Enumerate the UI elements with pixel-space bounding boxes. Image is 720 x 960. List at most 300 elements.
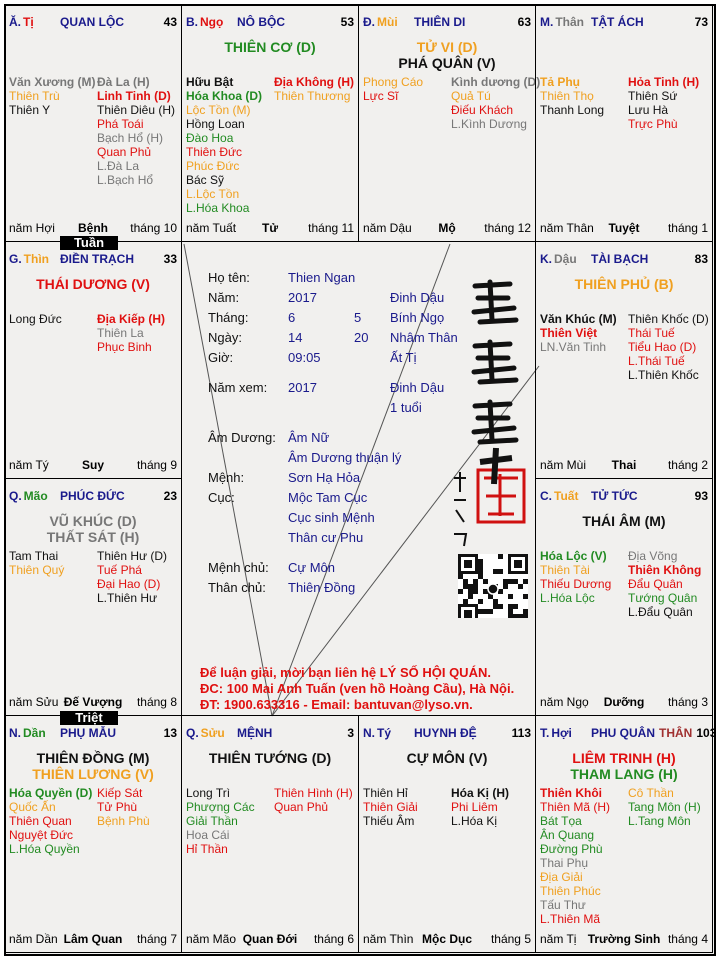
info-value: Âm Dương thuận lý [288, 450, 402, 465]
minor-star: Giải Thần [186, 814, 238, 828]
palace-stem-branch [363, 15, 414, 29]
palace-branch: Dậu [554, 252, 577, 266]
palace-name: THIÊN DI [414, 15, 466, 29]
palace-cell[interactable] [4, 715, 182, 953]
palace-month: tháng 10 [130, 221, 177, 235]
palace-age-number: 53 [340, 15, 354, 29]
palace-header [540, 726, 717, 742]
main-stars [182, 750, 358, 766]
palace-stem: C. [540, 489, 552, 503]
info-label: Thân chủ: [208, 580, 266, 595]
palace-stem: B. [186, 15, 198, 29]
palace-stem-branch [9, 15, 60, 29]
info-value: Thân cư Phu [288, 530, 364, 545]
palace-name: PHỤ MẪU [60, 726, 116, 740]
minor-star: Tam Thai [9, 549, 59, 563]
star-list-left [9, 75, 96, 117]
minor-star: L.Hóa Kị [451, 814, 498, 828]
main-stars [5, 513, 181, 545]
info-label: Họ tên: [208, 270, 250, 285]
palace-cell[interactable] [535, 4, 713, 242]
info-canchi-value: Bính Ngọ [390, 310, 445, 325]
palace-footer [186, 221, 354, 235]
minor-star: Đại Hao (D) [97, 577, 161, 591]
info-label: Năm xem: [208, 380, 268, 395]
minor-star: Điếu Khách [451, 103, 514, 117]
info-value: 2017 [288, 380, 317, 395]
info-value: 09:05 [288, 350, 321, 365]
minor-star: Tấu Thư [540, 898, 586, 912]
minor-star: Thiên Y [9, 103, 51, 117]
palace-cell[interactable] [181, 715, 359, 953]
palace-cell[interactable] [4, 478, 182, 716]
info-canchi-value: Đinh Dậu [390, 290, 445, 305]
palace-month: tháng 12 [484, 221, 531, 235]
palace-stem: N. [363, 726, 375, 740]
palace-header [9, 726, 177, 742]
minor-star: L.Lộc Tồn [186, 187, 240, 201]
palace-stage: Trường Sinh [587, 932, 661, 946]
minor-star: Lưu Hà [628, 103, 669, 117]
main-star: THÁI DƯƠNG (V) [36, 276, 150, 292]
palace-age-number: 113 [511, 726, 531, 740]
minor-star: Địa Võng [628, 549, 678, 563]
palace-cell[interactable] [4, 4, 182, 242]
palace-age-number: 23 [163, 489, 177, 503]
palace-cell[interactable] [535, 478, 713, 716]
minor-star: L.Đẩu Quân [628, 605, 693, 619]
minor-star: Lộc Tồn (M) [186, 103, 251, 117]
minor-star: Tả Phụ [540, 75, 581, 89]
palace-month: tháng 7 [136, 932, 177, 946]
palace-header [540, 489, 708, 505]
palace-year: năm Ngọ [540, 695, 589, 709]
minor-star: Thiên La [97, 326, 144, 340]
palace-name: PHU QUÂN [591, 726, 656, 740]
palace-age-number: 43 [163, 15, 177, 29]
palace-year: năm Thân [540, 221, 594, 235]
minor-star: L.Đà La [97, 159, 140, 173]
minor-star: Hồng Loan [186, 117, 245, 131]
minor-star: Đường Phù [540, 842, 603, 856]
contact-line: Để luận giải, mời bạn liên hệ LÝ SỐ HỘI QUÁN. [200, 665, 491, 680]
palace-month: tháng 11 [308, 221, 354, 235]
palace-header [9, 489, 177, 505]
palace-branch: Dần [23, 726, 46, 740]
minor-star: L.Thiên Khốc [628, 368, 699, 382]
palace-age-number: 33 [163, 252, 177, 266]
main-star: THÁI ÂM (M) [582, 513, 666, 529]
palace-year: năm Mùi [540, 458, 587, 472]
star-list-right [628, 75, 699, 131]
palace-footer [540, 221, 708, 235]
palace-month: tháng 3 [667, 695, 708, 709]
tuvi-chart-board [4, 4, 716, 956]
main-stars [182, 39, 358, 55]
minor-star: Thiếu Dương [540, 577, 612, 591]
info-lunar-value: 20 [354, 330, 369, 345]
minor-star: L.Thiên Mã [540, 912, 601, 926]
palace-month: tháng 5 [490, 932, 531, 946]
star-list-left [363, 75, 423, 103]
palace-header [363, 15, 531, 31]
palace-age-number: 63 [517, 15, 531, 29]
palace-stem: T. [540, 726, 550, 740]
palace-stem: M. [540, 15, 554, 29]
main-stars [359, 750, 535, 766]
palace-name: ĐIỀN TRẠCH [60, 252, 134, 266]
minor-star: Văn Xương (M) [9, 75, 96, 89]
minor-star: L.Thái Tuế [628, 354, 685, 368]
palace-branch: Mùi [377, 15, 398, 29]
star-list-right [628, 786, 701, 828]
palace-name: MỆNH [237, 726, 273, 740]
minor-star: Địa Giải [540, 870, 583, 884]
minor-star: Phúc Đức [186, 159, 240, 173]
palace-year: năm Mão [186, 932, 237, 946]
star-list-right [451, 786, 509, 828]
palace-year: năm Dậu [363, 221, 412, 235]
star-list-left [540, 75, 604, 117]
minor-star: LN.Văn Tinh [540, 340, 607, 354]
info-value: Cự Môn [288, 560, 335, 575]
palace-branch: Tuất [554, 489, 579, 503]
palace-stem-branch [363, 726, 414, 740]
info-label: Mệnh chủ: [208, 560, 269, 575]
minor-star: Quan Phủ [97, 145, 152, 159]
minor-star: Long Trì [186, 786, 231, 800]
palace-cell[interactable] [4, 241, 182, 479]
palace-stem: Q. [186, 726, 199, 740]
palace-stem-branch [186, 15, 237, 29]
star-list-right [97, 75, 175, 187]
main-star: TỬ VI (D) [416, 39, 478, 55]
palace-month: tháng 4 [667, 932, 708, 946]
info-lunar-value: 5 [354, 310, 362, 325]
palace-header [540, 15, 708, 31]
palace-year: năm Dần [9, 932, 58, 946]
palace-header [363, 726, 531, 742]
palace-branch: Thìn [23, 252, 49, 266]
minor-star: L.Kình Dương [451, 117, 527, 131]
minor-star: Phượng Các [186, 800, 255, 814]
minor-star: Tang Môn (H) [628, 800, 701, 814]
palace-stem-branch [9, 489, 60, 503]
palace-age-number: 73 [694, 15, 708, 29]
minor-star: Thiên Sứ [628, 89, 678, 103]
minor-star: Phong Cáo [363, 75, 424, 89]
palace-year: năm Tuất [186, 221, 237, 235]
palace-year: năm Tị [540, 932, 577, 946]
minor-star: Thiên Thọ [540, 89, 594, 103]
than-badge: THÂN [659, 726, 693, 740]
main-star: THIÊN TƯỚNG (D) [208, 750, 332, 766]
palace-name: TỬ TỨC [591, 489, 638, 503]
palace-stem-branch [540, 252, 591, 266]
palace-stage: Dưỡng [603, 695, 645, 709]
palace-stem-branch [540, 726, 591, 740]
info-label: Giờ: [208, 350, 234, 365]
minor-star: Hóa Kị (H) [451, 786, 509, 800]
palace-month: tháng 9 [136, 458, 177, 472]
star-list-right [628, 549, 701, 619]
palace-cell[interactable] [358, 715, 536, 953]
star-list-left [540, 549, 611, 605]
minor-star: Phá Toái [97, 117, 144, 131]
minor-star: L.Hóa Khoa [186, 201, 250, 215]
palace-branch: Sửu [200, 726, 225, 740]
palace-stem: Đ. [363, 15, 375, 29]
info-canchi-value: Nhâm Thân [390, 330, 458, 345]
minor-star: Đẩu Quân [628, 577, 683, 591]
minor-star: Tử Phù [97, 800, 138, 814]
main-stars [536, 750, 712, 782]
minor-star: Phục Binh [97, 340, 152, 354]
palace-stage: Suy [81, 458, 105, 472]
minor-star: Thiên Hỉ [363, 786, 408, 800]
minor-star: Thiếu Âm [363, 814, 415, 828]
palace-stem: N. [9, 726, 21, 740]
minor-star: Linh Tinh (D) [97, 89, 171, 103]
info-label: Tháng: [208, 310, 249, 325]
minor-star: Thiên Giải [363, 800, 418, 814]
palace-stem-branch [540, 15, 591, 29]
info-value: 6 [288, 310, 296, 325]
minor-star: Quan Phủ [274, 800, 329, 814]
minor-star: Địa Kiếp (H) [97, 312, 166, 326]
palace-cell[interactable] [358, 4, 541, 242]
contact-line: ĐT: 1900.633316 - Email: bantuvan@lyso.vn. [200, 697, 473, 712]
palace-name: TẬT ÁCH [591, 15, 644, 29]
minor-star: Thiên Quý [9, 563, 65, 577]
star-list-right [451, 75, 540, 131]
minor-star: Kiếp Sát [97, 786, 143, 800]
palace-age-number: 13 [163, 726, 177, 740]
triet-marker: Triệt [60, 711, 118, 725]
minor-star: Thiên Đức [186, 145, 243, 159]
minor-star: Hoa Cái [186, 828, 230, 842]
star-list-right [97, 786, 150, 828]
star-list-left [9, 786, 92, 856]
main-stars [5, 750, 181, 782]
palace-year: năm Tý [9, 458, 49, 472]
palace-footer [363, 932, 531, 946]
palace-stage: Lâm Quan [63, 932, 123, 946]
minor-star: Cô Thần [628, 786, 674, 800]
main-stars [5, 276, 181, 292]
minor-star: Thiên Hư (D) [97, 549, 168, 563]
palace-month: tháng 8 [136, 695, 177, 709]
main-star: THIÊN LƯƠNG (V) [32, 766, 154, 782]
palace-header [540, 252, 708, 268]
minor-star: Thái Tuế [628, 326, 675, 340]
minor-star: Thiên Khốc (D) [628, 312, 709, 326]
minor-star: Thiên Trù [9, 89, 60, 103]
palace-cell[interactable] [181, 4, 359, 242]
minor-star: L.Hóa Quyền [9, 842, 80, 856]
main-star: THAM LANG (H) [570, 766, 678, 782]
palace-footer [363, 221, 531, 235]
minor-star: Ân Quang [540, 828, 595, 842]
minor-star: L.Hóa Lộc [540, 591, 595, 605]
palace-branch: Mão [23, 489, 48, 503]
palace-stem: G. [9, 252, 22, 266]
palace-branch: Tị [23, 15, 34, 29]
palace-footer [9, 221, 177, 235]
minor-star: Hỉ Thần [186, 842, 228, 856]
palace-footer [540, 695, 708, 709]
info-value: Cục sinh Mệnh [288, 510, 375, 525]
minor-star: Thiên Khôi [540, 786, 602, 800]
minor-star: Tướng Quân [628, 591, 698, 605]
main-star: VŨ KHÚC (D) [49, 513, 137, 529]
info-value: Âm Nữ [288, 430, 330, 445]
palace-name: PHÚC ĐỨC [60, 489, 125, 503]
palace-header [9, 15, 177, 31]
minor-star: Hóa Lộc (V) [540, 549, 607, 563]
minor-star: Thanh Long [540, 103, 605, 117]
star-list-left [363, 786, 418, 828]
palace-month: tháng 1 [667, 221, 708, 235]
info-value: Mộc Tam Cục [288, 490, 368, 505]
minor-star: L.Thiên Hư [97, 591, 158, 605]
minor-star: Nguyệt Đức [9, 828, 74, 842]
minor-star: Trực Phù [628, 117, 678, 131]
minor-star: Thiên Quan [9, 814, 72, 828]
palace-stem: Ă. [9, 15, 21, 29]
info-value: 2017 [288, 290, 317, 305]
info-label: Âm Dương: [208, 430, 276, 445]
main-star: LIÊM TRINH (H) [572, 750, 676, 766]
minor-star: Bệnh Phù [97, 814, 150, 828]
center-info-panel [188, 248, 544, 724]
minor-star: L.Bạch Hổ [97, 173, 154, 187]
star-list-left [540, 786, 610, 926]
palace-stage: Mộc Dục [421, 932, 473, 946]
minor-star: Hỏa Tinh (H) [628, 75, 700, 89]
minor-star: Đào Hoa [186, 131, 234, 145]
tuan-marker: Tuần [60, 236, 118, 250]
main-star: PHÁ QUÂN (V) [398, 55, 496, 71]
palace-stage: Đế Vượng [63, 695, 123, 709]
minor-star: Thiên Mã (H) [540, 800, 611, 814]
info-value: Thiên Đồng [288, 580, 356, 595]
palace-stage: Tử [261, 221, 279, 235]
palace-name: NÔ BỘC [237, 15, 285, 29]
main-stars [536, 276, 712, 292]
main-star: THẤT SÁT (H) [46, 529, 140, 545]
minor-star: Thiên Diêu (H) [97, 103, 176, 117]
palace-footer [9, 932, 177, 946]
palace-footer [540, 932, 708, 946]
info-label: Năm: [208, 290, 240, 305]
main-star: THIÊN PHỦ (B) [574, 276, 674, 292]
palace-footer [9, 695, 177, 709]
palace-footer [186, 932, 354, 946]
palace-month: tháng 2 [667, 458, 708, 472]
info-value: Sơn Hạ Hỏa [288, 470, 361, 485]
palace-cell[interactable] [535, 241, 713, 479]
palace-header [186, 15, 354, 31]
palace-branch: Ngọ [200, 15, 224, 29]
minor-star: Quả Tú [451, 89, 491, 103]
minor-star: Phi Liêm [451, 800, 498, 814]
contact-line: ĐC: 100 Mai Anh Tuấn (ven hồ Hoàng Cầu), Hà Nội. [200, 681, 515, 696]
palace-footer [9, 458, 177, 472]
palace-cell[interactable] [535, 715, 717, 953]
main-star: CỰ MÔN (V) [406, 750, 488, 766]
star-list-left [186, 75, 262, 215]
main-star: THIÊN CƠ (D) [224, 39, 316, 55]
palace-footer [540, 458, 708, 472]
star-list-left [9, 312, 62, 326]
palace-name: TÀI BẠCH [591, 252, 649, 266]
palace-age-number: 103 [696, 726, 717, 740]
palace-name: QUAN LỘC [60, 15, 124, 29]
minor-star: Quốc Ấn [9, 800, 56, 814]
palace-header [186, 726, 354, 742]
palace-age-number: 3 [347, 726, 354, 740]
palace-branch: Hợi [551, 726, 572, 740]
info-canchi-value: Ất Tị [390, 350, 417, 365]
minor-star: Thiên Thương [274, 89, 351, 103]
palace-stem: K. [540, 252, 552, 266]
info-value: 14 [288, 330, 303, 345]
palace-stem-branch [9, 252, 60, 266]
minor-star: Bát Tọa [540, 814, 582, 828]
palace-age-number: 93 [694, 489, 708, 503]
palace-name: HUYNH ĐỆ [414, 726, 477, 740]
palace-stem-branch [186, 726, 237, 740]
minor-star: Hóa Khoa (D) [186, 89, 262, 103]
main-star: THIÊN ĐỒNG (M) [36, 750, 150, 766]
info-label: Ngày: [208, 330, 242, 345]
minor-star: Bác Sỹ [186, 173, 225, 187]
minor-star: Bạch Hổ (H) [97, 131, 164, 145]
minor-star: Tuế Phá [97, 563, 142, 577]
ly-so-viet-nam-logo [450, 278, 540, 618]
palace-age-number: 83 [694, 252, 708, 266]
star-list-right [628, 312, 709, 382]
minor-star: Long Đức [9, 312, 62, 326]
palace-month: tháng 6 [313, 932, 354, 946]
palace-branch: Tý [377, 726, 392, 740]
palace-stem-branch [540, 489, 591, 503]
minor-star: Văn Khúc (M) [540, 312, 617, 326]
star-list-left [186, 786, 255, 856]
star-list-left [540, 312, 617, 354]
minor-star: Đà La (H) [97, 75, 150, 89]
star-list-right [274, 786, 353, 814]
star-list-right [97, 312, 165, 354]
minor-star: Tiểu Hao (D) [628, 340, 697, 354]
palace-branch: Thân [555, 15, 585, 29]
minor-star: Thiên Việt [540, 326, 598, 340]
palace-stage: Mộ [438, 221, 456, 235]
palace-stage: Bệnh [78, 221, 108, 235]
info-label: Mệnh: [208, 470, 245, 485]
info-canchi-value: Đinh Dậu [390, 380, 445, 395]
minor-star: Thiên Tài [540, 563, 590, 577]
minor-star: L.Tang Môn [628, 814, 691, 828]
minor-star: Thiên Phúc [540, 884, 601, 898]
palace-header [9, 252, 177, 268]
palace-stem: Q. [9, 489, 22, 503]
palace-year: năm Hợi [9, 221, 55, 235]
palace-stage: Quan Đới [242, 932, 298, 946]
palace-year: năm Sửu [9, 695, 59, 709]
palace-year: năm Thìn [363, 932, 414, 946]
